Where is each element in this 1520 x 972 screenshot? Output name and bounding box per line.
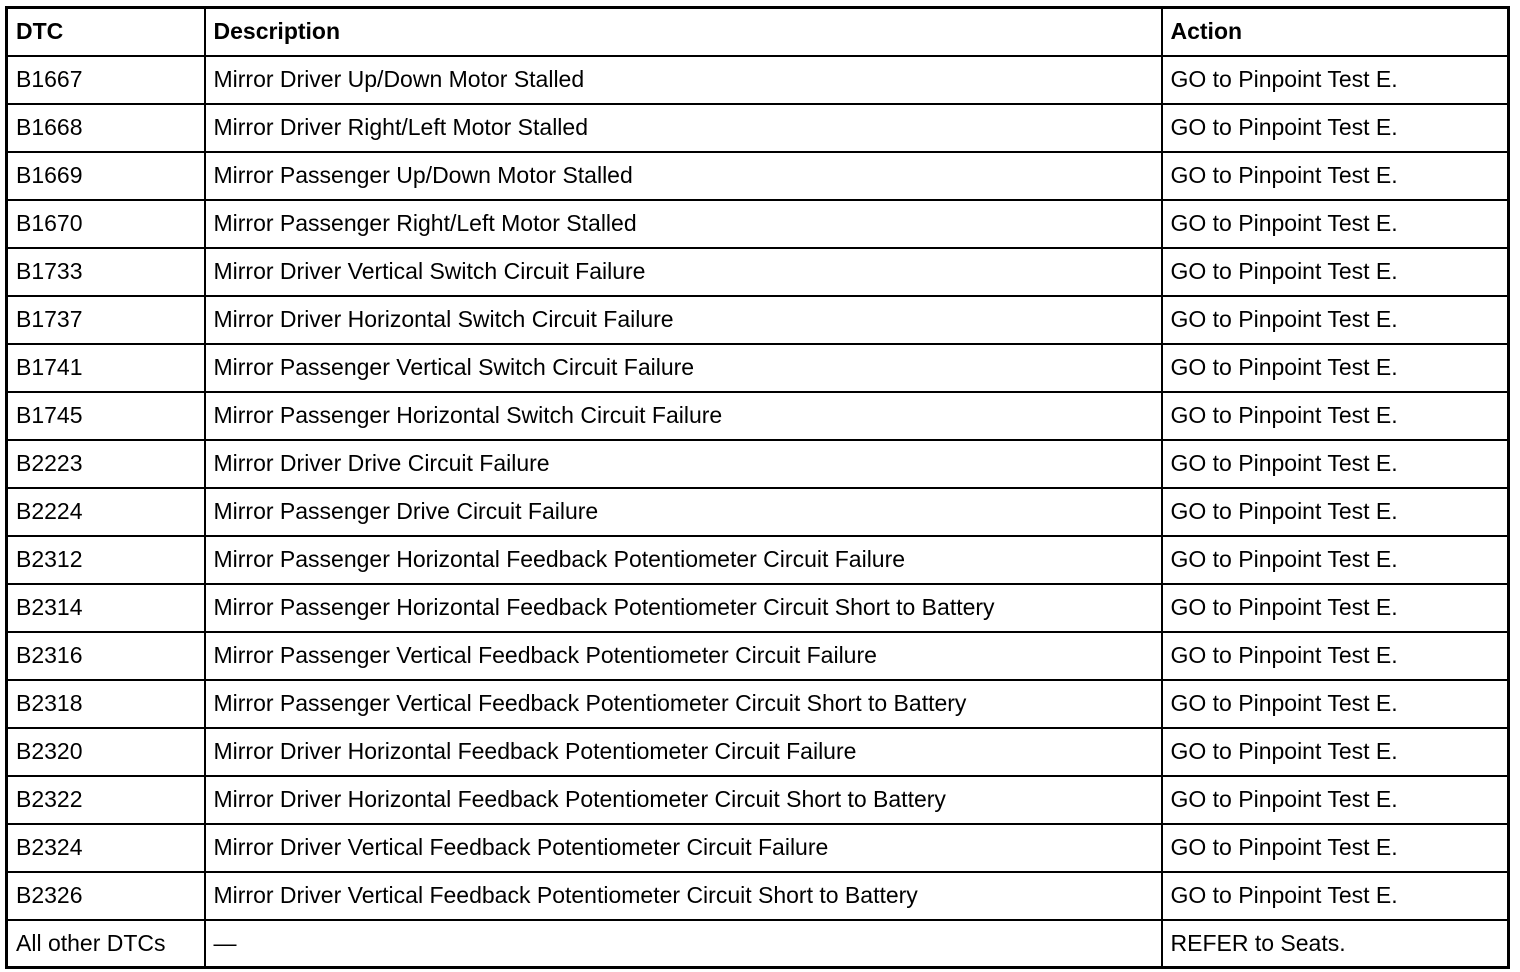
table-row [7, 440, 1509, 488]
cell-description: Mirror Passenger Vertical Feedback Potentiometer Circuit Failure [205, 632, 1162, 680]
table-row [7, 296, 1509, 344]
cell-description: Mirror Passenger Horizontal Feedback Potentiometer Circuit Short to Battery [205, 584, 1162, 632]
cell-description: Mirror Driver Horizontal Switch Circuit Failure [205, 296, 1162, 344]
cell-action: GO to Pinpoint Test E. [1162, 344, 1509, 392]
dtc-table [5, 6, 1510, 969]
cell-dtc: All other DTCs [7, 920, 205, 968]
table-row [7, 104, 1509, 152]
cell-dtc: B2224 [7, 488, 205, 536]
cell-action: GO to Pinpoint Test E. [1162, 680, 1509, 728]
table-row [7, 344, 1509, 392]
table-row [7, 920, 1509, 968]
cell-description: Mirror Passenger Vertical Switch Circuit Failure [205, 344, 1162, 392]
cell-action: GO to Pinpoint Test E. [1162, 488, 1509, 536]
cell-description: Mirror Driver Drive Circuit Failure [205, 440, 1162, 488]
header-description: Description [205, 8, 1162, 56]
table-row [7, 536, 1509, 584]
cell-dtc: B2223 [7, 440, 205, 488]
table-row [7, 200, 1509, 248]
table-row [7, 584, 1509, 632]
cell-action: GO to Pinpoint Test E. [1162, 152, 1509, 200]
cell-description: Mirror Driver Horizontal Feedback Potentiometer Circuit Failure [205, 728, 1162, 776]
cell-dtc: B2326 [7, 872, 205, 920]
table-header-row [7, 8, 1509, 56]
cell-action: GO to Pinpoint Test E. [1162, 392, 1509, 440]
table-row [7, 248, 1509, 296]
cell-description: Mirror Driver Up/Down Motor Stalled [205, 56, 1162, 104]
cell-description: Mirror Passenger Horizontal Feedback Potentiometer Circuit Failure [205, 536, 1162, 584]
cell-dtc: B1668 [7, 104, 205, 152]
table-row [7, 488, 1509, 536]
header-dtc: DTC [7, 8, 205, 56]
table-row [7, 824, 1509, 872]
table-row [7, 680, 1509, 728]
cell-action: GO to Pinpoint Test E. [1162, 104, 1509, 152]
cell-action: GO to Pinpoint Test E. [1162, 536, 1509, 584]
cell-dtc: B1670 [7, 200, 205, 248]
cell-dtc: B2324 [7, 824, 205, 872]
cell-action: REFER to Seats. [1162, 920, 1509, 968]
cell-description: Mirror Passenger Drive Circuit Failure [205, 488, 1162, 536]
cell-dtc: B1741 [7, 344, 205, 392]
table-body [7, 56, 1509, 968]
table-row [7, 872, 1509, 920]
cell-dtc: B1667 [7, 56, 205, 104]
cell-dtc: B2316 [7, 632, 205, 680]
cell-action: GO to Pinpoint Test E. [1162, 872, 1509, 920]
cell-dtc: B1745 [7, 392, 205, 440]
cell-description: Mirror Passenger Right/Left Motor Stalled [205, 200, 1162, 248]
cell-action: GO to Pinpoint Test E. [1162, 200, 1509, 248]
cell-description: Mirror Driver Vertical Feedback Potentiometer Circuit Short to Battery [205, 872, 1162, 920]
cell-dtc: B2314 [7, 584, 205, 632]
cell-dtc: B1737 [7, 296, 205, 344]
cell-description: Mirror Passenger Up/Down Motor Stalled [205, 152, 1162, 200]
table-row [7, 632, 1509, 680]
cell-action: GO to Pinpoint Test E. [1162, 56, 1509, 104]
cell-action: GO to Pinpoint Test E. [1162, 824, 1509, 872]
cell-description: Mirror Driver Horizontal Feedback Potentiometer Circuit Short to Battery [205, 776, 1162, 824]
table-row [7, 728, 1509, 776]
table-row [7, 776, 1509, 824]
cell-action: GO to Pinpoint Test E. [1162, 776, 1509, 824]
cell-description: Mirror Driver Right/Left Motor Stalled [205, 104, 1162, 152]
table-row [7, 392, 1509, 440]
cell-description: Mirror Driver Vertical Switch Circuit Failure [205, 248, 1162, 296]
cell-description: Mirror Driver Vertical Feedback Potentiometer Circuit Failure [205, 824, 1162, 872]
header-action: Action [1162, 8, 1509, 56]
cell-description: Mirror Passenger Horizontal Switch Circuit Failure [205, 392, 1162, 440]
cell-dtc: B1733 [7, 248, 205, 296]
cell-action: GO to Pinpoint Test E. [1162, 440, 1509, 488]
cell-dtc: B2318 [7, 680, 205, 728]
cell-dtc: B2312 [7, 536, 205, 584]
cell-action: GO to Pinpoint Test E. [1162, 296, 1509, 344]
cell-action: GO to Pinpoint Test E. [1162, 248, 1509, 296]
cell-action: GO to Pinpoint Test E. [1162, 728, 1509, 776]
cell-dtc: B2322 [7, 776, 205, 824]
cell-action: GO to Pinpoint Test E. [1162, 584, 1509, 632]
cell-action: GO to Pinpoint Test E. [1162, 632, 1509, 680]
cell-dtc: B2320 [7, 728, 205, 776]
table-row [7, 152, 1509, 200]
table-row [7, 56, 1509, 104]
cell-description: — [205, 920, 1162, 968]
cell-dtc: B1669 [7, 152, 205, 200]
cell-description: Mirror Passenger Vertical Feedback Potentiometer Circuit Short to Battery [205, 680, 1162, 728]
